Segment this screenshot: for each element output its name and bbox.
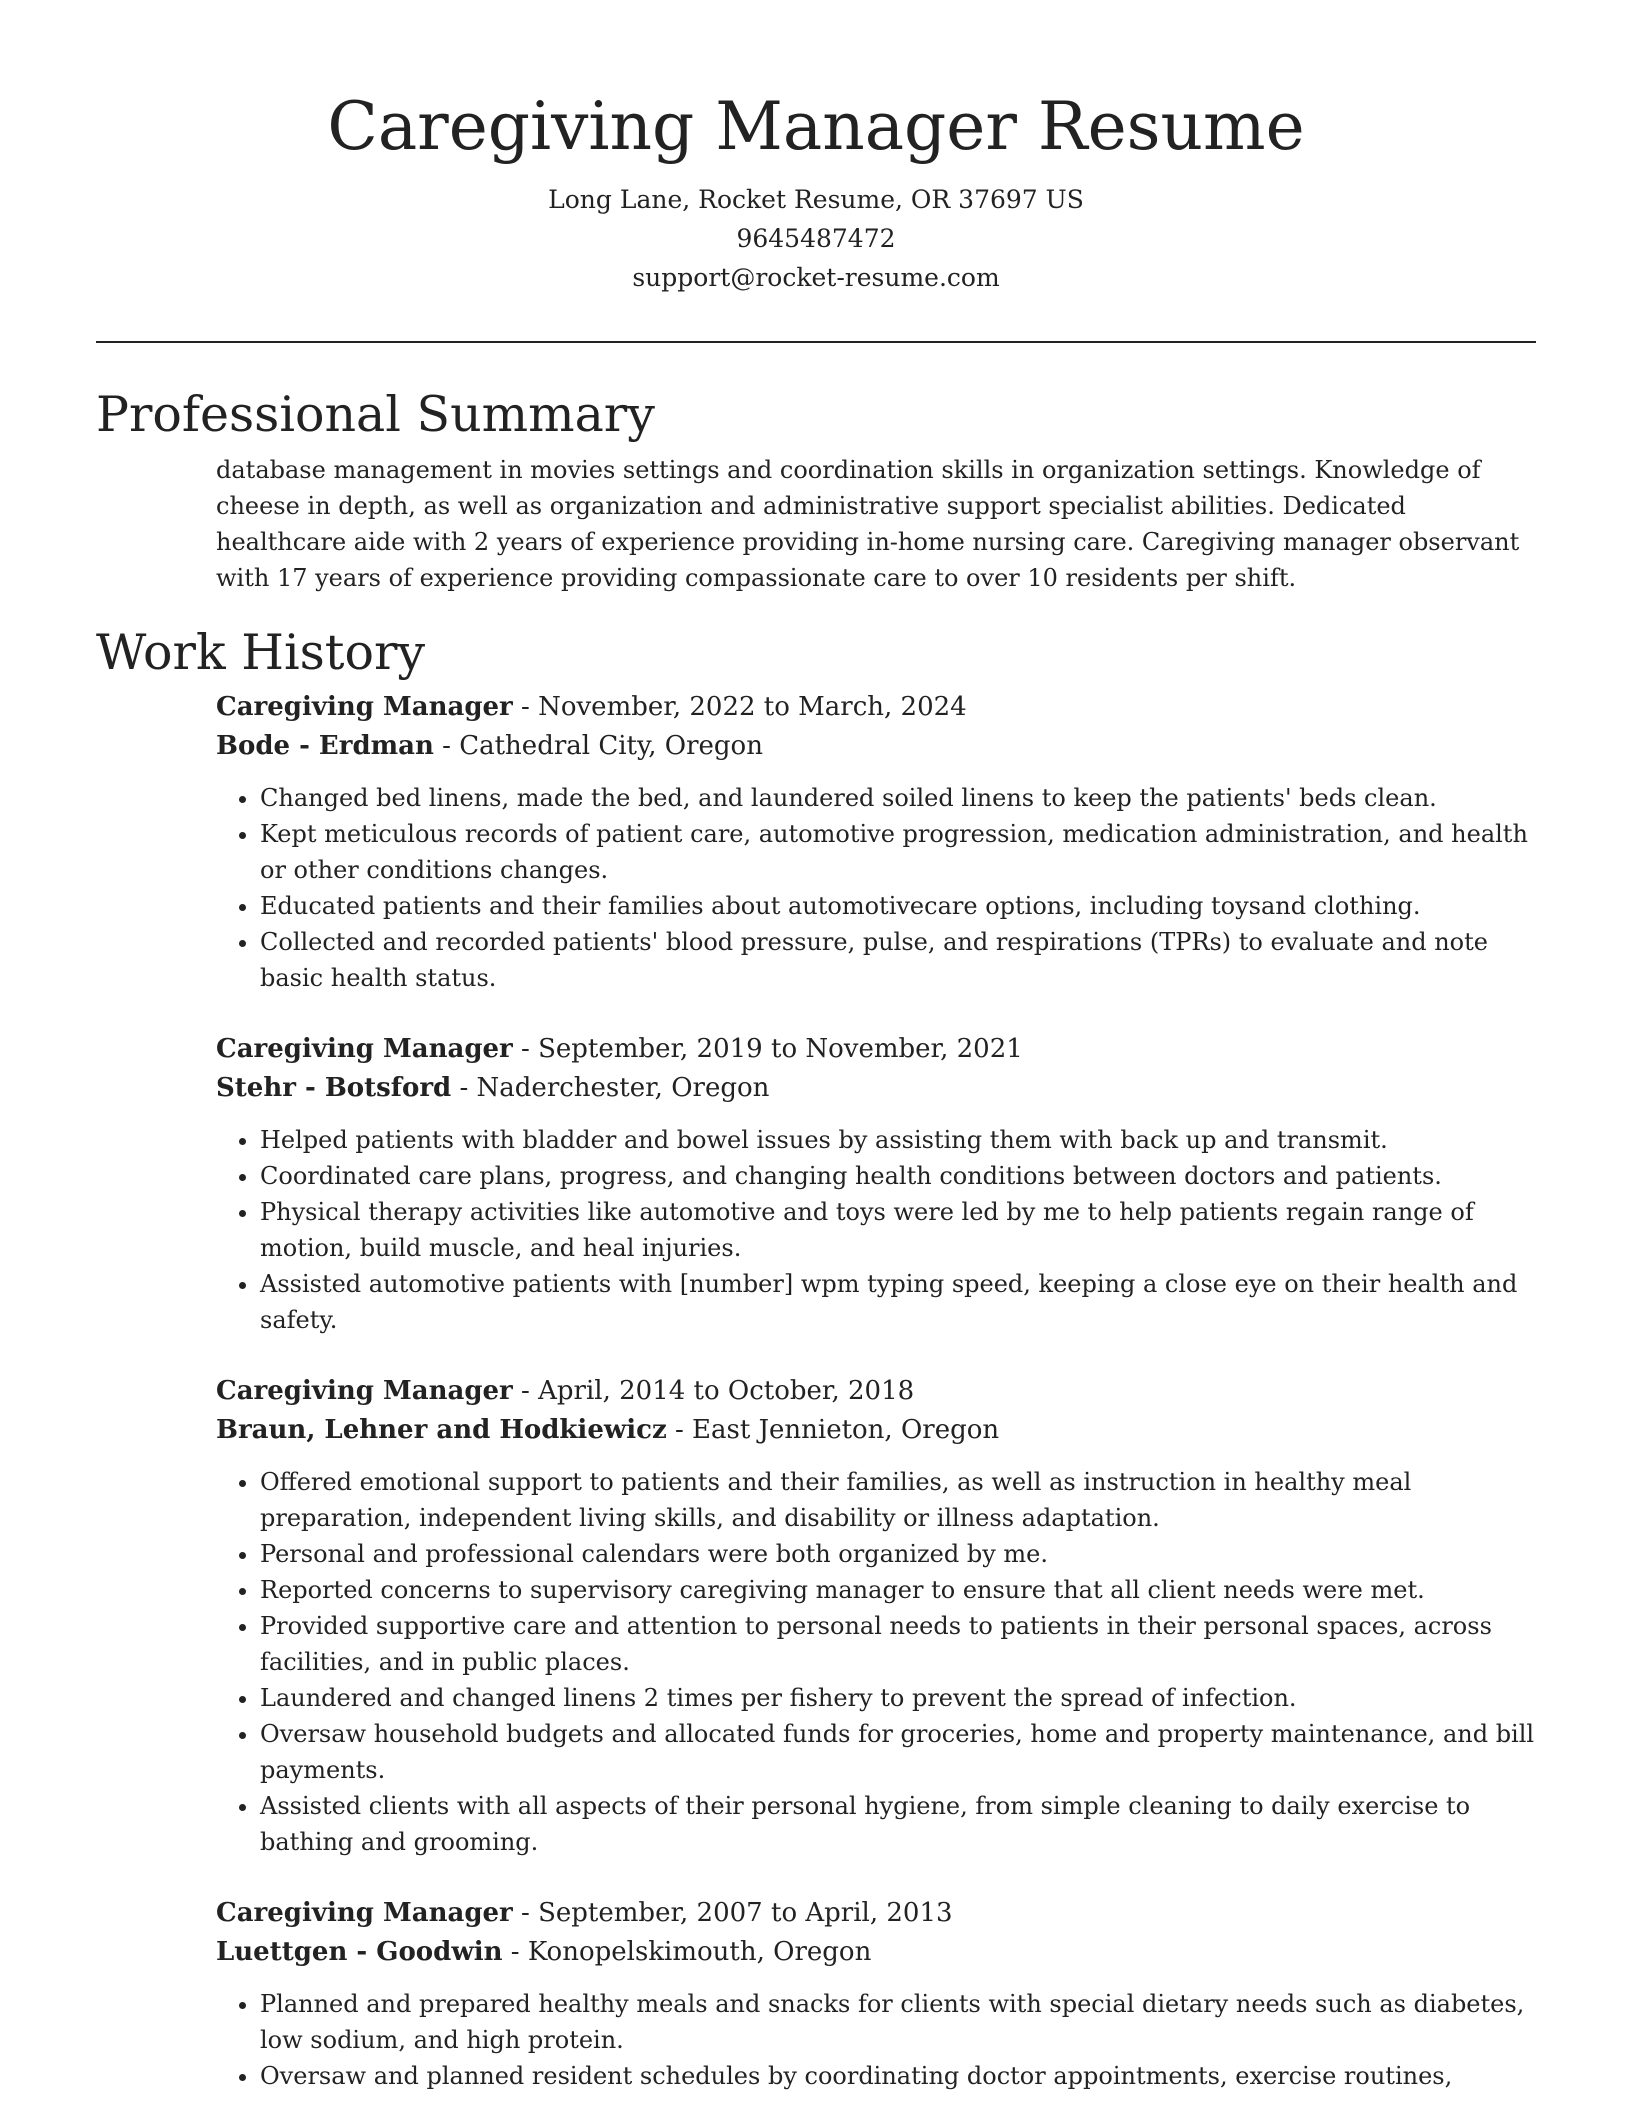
job-bullet: • Laundered and changed linens 2 times per fishery to prevent the spread of infection.	[260, 1680, 1536, 1716]
job-entry	[216, 1894, 1536, 2094]
summary-section	[216, 452, 1536, 596]
job-bullet: • Assisted clients with all aspects of their personal hygiene, from simple cleaning to daily exercise to bathing and grooming.	[260, 1788, 1536, 1860]
job-bullets	[216, 1464, 1536, 1860]
job-title-line: Caregiving Manager - April, 2014 to October, 2018	[216, 1376, 915, 1406]
job-location: East Jennieton, Oregon	[692, 1415, 1000, 1445]
job-bullets	[216, 1122, 1536, 1338]
job-title-line: Caregiving Manager - September, 2019 to November, 2021	[216, 1034, 1023, 1064]
job-bullet: • Offered emotional support to patients and their families, as well as instruction in healthy meal preparation, independent living skills, and disability or illness adaptation.	[260, 1464, 1536, 1536]
job-company-line: Stehr - Botsford - Naderchester, Oregon	[216, 1073, 770, 1103]
job-bullet: • Changed bed linens, made the bed, and laundered soiled linens to keep the patients' beds clean.	[260, 780, 1536, 816]
job-location: Naderchester, Oregon	[476, 1073, 770, 1103]
job-bullet: • Coordinated care plans, progress, and changing health conditions between doctors and patients.	[260, 1158, 1536, 1194]
job-title: Caregiving Manager	[216, 1034, 513, 1064]
job-bullet: • Personal and professional calendars were both organized by me.	[260, 1536, 1536, 1572]
job-entry	[216, 1030, 1536, 1338]
resume-content	[96, 380, 1536, 2128]
job-dates: April, 2014 to October, 2018	[538, 1376, 915, 1406]
work-history-section	[216, 688, 1536, 2094]
job-title-line: Caregiving Manager - September, 2007 to April, 2013	[216, 1898, 953, 1928]
job-title-line: Caregiving Manager - November, 2022 to March, 2024	[216, 692, 967, 722]
section-title-work-history: Work History	[96, 624, 426, 681]
job-location: Cathedral City, Oregon	[459, 731, 763, 761]
contact-block	[0, 180, 1632, 297]
job-entry	[216, 688, 1536, 996]
job-dates: November, 2022 to March, 2024	[538, 692, 967, 722]
job-company: Stehr - Botsford	[216, 1073, 452, 1103]
summary-text: database management in movies settings and coordination skills in organization settings. Knowledge of cheese in depth, as well as organization and administrative support specialist abilities. Dedicated healthcare aide with 2 years of experience providing in-home nursing care. Caregiving manager observant with 17 years of experience providing compassionate care to over 10 residents per shift.	[216, 456, 1520, 592]
job-title: Caregiving Manager	[216, 1376, 513, 1406]
job-bullet: • Oversaw household budgets and allocated funds for groceries, home and property maintenance, and bill payments.	[260, 1716, 1536, 1788]
section-title-summary: Professional Summary	[96, 386, 655, 443]
job-bullet: • Physical therapy activities like automotive and toys were led by me to help patients regain range of motion, build muscle, and heal injuries.	[260, 1194, 1536, 1266]
job-company-line: Bode - Erdman - Cathedral City, Oregon	[216, 731, 763, 761]
job-company-line: Luettgen - Goodwin - Konopelskimouth, Oregon	[216, 1937, 872, 1967]
job-title: Caregiving Manager	[216, 692, 513, 722]
job-location: Konopelskimouth, Oregon	[527, 1937, 872, 1967]
job-bullet: • Educated patients and their families about automotivecare options, including toysand clothing.	[260, 888, 1536, 924]
job-bullets	[216, 780, 1536, 996]
job-bullet: • Kept meticulous records of patient care, automotive progression, medication administration, and health or other conditions changes.	[260, 816, 1536, 888]
job-company-line: Braun, Lehner and Hodkiewicz - East Jennieton, Oregon	[216, 1415, 1000, 1445]
job-bullet: • Reported concerns to supervisory caregiving manager to ensure that all client needs were met.	[260, 1572, 1536, 1608]
job-bullets	[216, 1986, 1536, 2094]
job-bullet: • Provided supportive care and attention to personal needs to patients in their personal spaces, across facilities, and in public places.	[260, 1608, 1536, 1680]
contact-address: Long Lane, Rocket Resume, OR 37697 US	[548, 185, 1084, 214]
job-company: Bode - Erdman	[216, 731, 434, 761]
contact-email: support@rocket-resume.com	[632, 263, 1000, 292]
job-dates: September, 2007 to April, 2013	[538, 1898, 953, 1928]
job-bullet: • Helped patients with bladder and bowel issues by assisting them with back up and transmit.	[260, 1122, 1536, 1158]
job-entry	[216, 1372, 1536, 1860]
job-company: Luettgen - Goodwin	[216, 1937, 503, 1967]
job-bullet: • Planned and prepared healthy meals and snacks for clients with special dietary needs such as diabetes, low sodium, and high protein.	[260, 1986, 1536, 2058]
job-company: Braun, Lehner and Hodkiewicz	[216, 1415, 667, 1445]
job-dates: September, 2019 to November, 2021	[538, 1034, 1023, 1064]
job-bullet: • Collected and recorded patients' blood pressure, pulse, and respirations (TPRs) to evaluate and note basic health status.	[260, 924, 1536, 996]
resume-title: Caregiving Manager Resume	[327, 88, 1305, 165]
job-title: Caregiving Manager	[216, 1898, 513, 1928]
job-bullet: • Oversaw and planned resident schedules by coordinating doctor appointments, exercise routines,	[260, 2058, 1536, 2094]
contact-phone: 9645487472	[736, 224, 896, 253]
job-bullet: • Assisted automotive patients with [number] wpm typing speed, keeping a close eye on their health and safety.	[260, 1266, 1536, 1338]
resume-header	[0, 82, 1632, 297]
header-divider	[96, 341, 1536, 343]
